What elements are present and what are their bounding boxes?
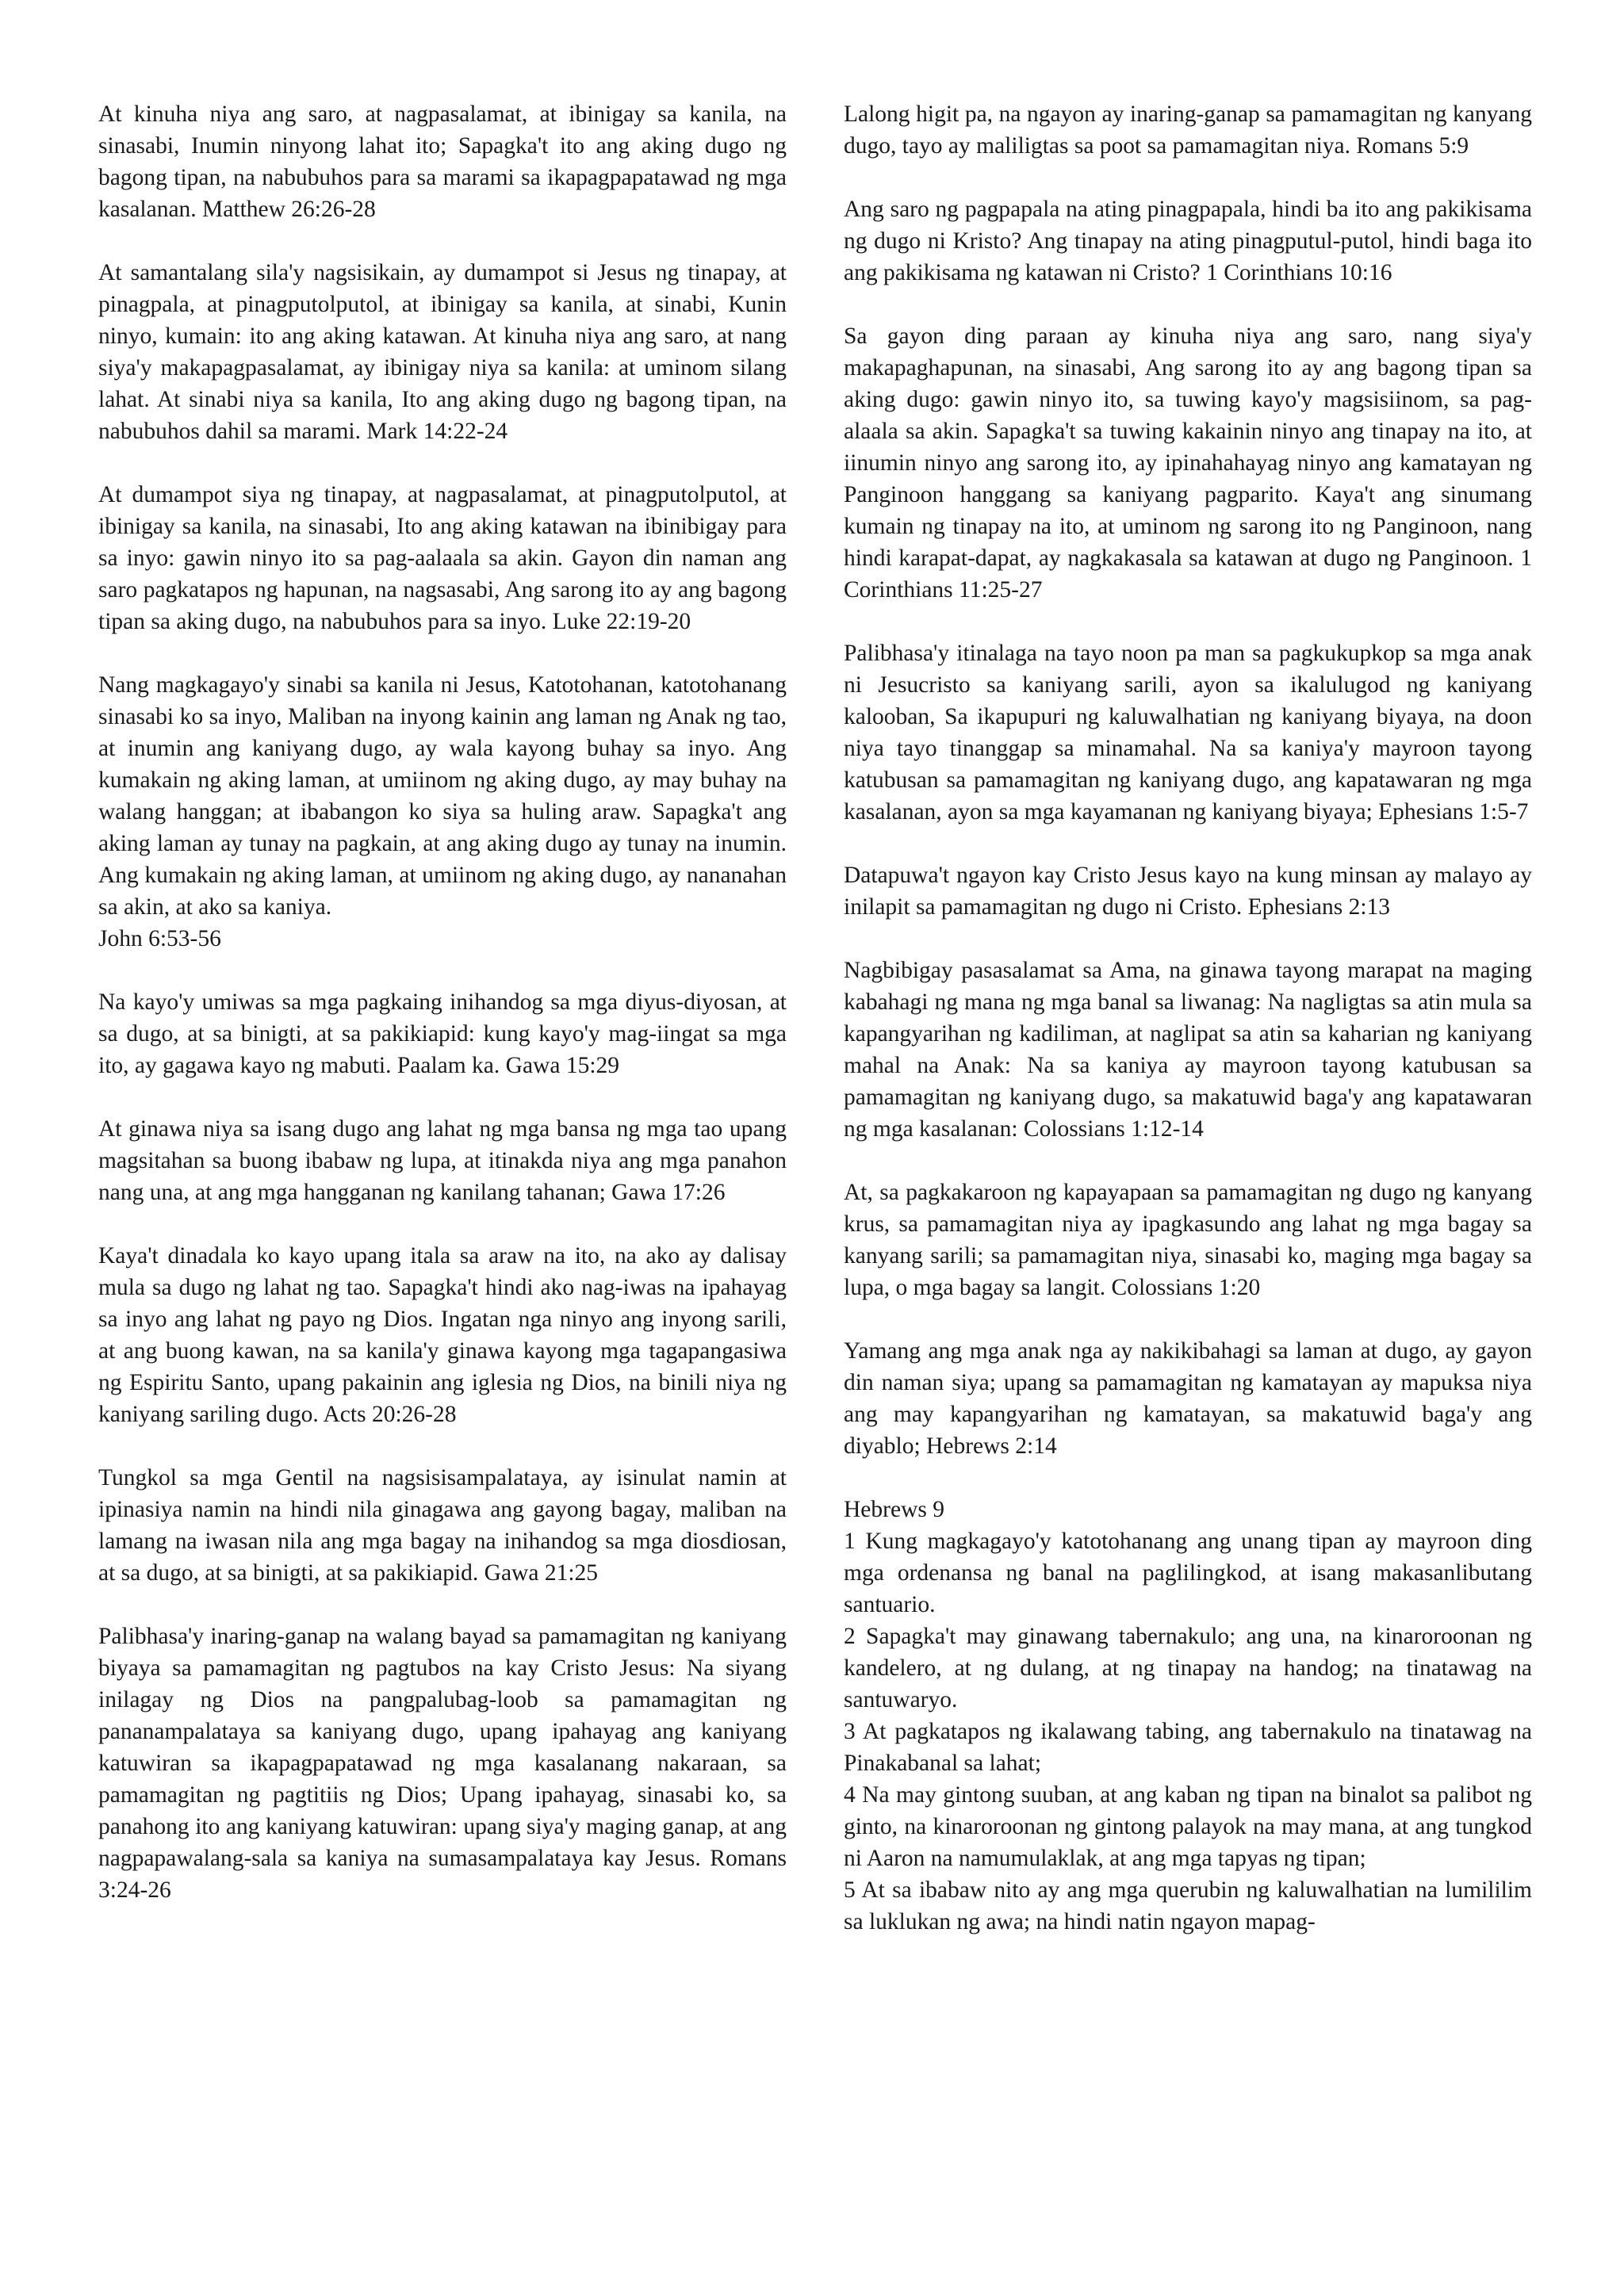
paragraph-romans-5: Lalong higit pa, na ngayon ay inaring-ganap sa pamamagitan ng kanyang dugo, tayo ay maliligtas sa poot sa pamamagitan niya. Romans 5:9 — [844, 101, 1532, 159]
paragraph-gawa-21: Tungkol sa mga Gentil na nagsisisampalataya, ay isinulat namin at ipinasiya namin na hindi nila ginagawa ang gayong bagay, maliban na lamang na iwasan nila ang mga bagay na inihandog sa mga diosdiosan, at sa dugo, at sa binigti, at sa pakikiapid. Gawa 21:25 — [98, 1465, 787, 1586]
john-6-text: Nang magkagayo'y sinabi sa kanila ni Jesus, Katotohanan, katotohanang sinasabi ko sa inyo, Maliban na inyong kainin ang laman ng Anak ng tao, at inumin ang kaniyang dugo, ay wala kayong buhay sa inyo. Ang kumakain ng aking laman, at umiinom ng aking dugo, ay may buhay na walang hanggan; at ibabangon ko siya sa huling araw. Sapagka't ang aking laman ay tunay na pagkain, at ang aking dugo ay tunay na inumin. Ang kumakain ng aking laman, at umiinom ng aking dugo, ay nananahan sa akin, at ako sa kaniya. — [98, 672, 787, 920]
paragraph-1-corinthians-11: Sa gayon ding paraan ay kinuha niya ang saro, nang siya'y makapaghapunan, na sinasabi, Ang sarong ito ay ang bagong tipan sa aking dugo: gawin ninyo ito, sa tuwing kayo'y magsisiinom, sa pag-alaala sa akin. Sapagka't sa tuwing kakainin ninyo ang tinapay na ito, at iinumin ninyo ang sarong ito, ay ipinahahayag ninyo ang kamatayan ng Panginoon hanggang sa kaniyang pagparito. Kaya't ang sinumang kumain ng tinapay na ito, at uminom ng sarong ito ng Panginoon, nang hindi karapat-dapat, ay nagkakasala sa katawan at dugo ng Panginoon. 1 Corinthians 11:25-27 — [844, 323, 1532, 603]
left-column — [98, 98, 787, 1906]
paragraph-ephesians-1: Palibhasa'y itinalaga na tayo noon pa man sa pagkukupkop sa mga anak ni Jesucristo sa kaniyang sarili, ayon sa ikalulugod ng kaniyang kalooban, Sa ikapupuri ng kaluwalhatian ng kaniyang biyaya, na doon niya tayo tinanggap sa minamahal. Na sa kaniya'y mayroon tayong katubusan sa pamamagitan ng kaniyang dugo, ang kapatawaran ng mga kasalanan, ayon sa mga kayamanan ng kaniyang biyaya; Ephesians 1:5-7 — [844, 641, 1532, 825]
hebrews-9-section — [844, 1494, 1532, 1938]
paragraph-gawa-17: At ginawa niya sa isang dugo ang lahat ng mga bansa ng mga tao upang magsitahan sa buong ibabaw ng lupa, at itinakda niya ang mga panahon nang una, at ang mga hangganan ng kanilang tahanan; Gawa 17:26 — [98, 1116, 787, 1205]
paragraph-luke-22: At dumampot siya ng tinapay, at nagpasalamat, at pinagputolputol, at ibinigay sa kanila, na sinasabi, Ito ang aking katawan na ibinibigay para sa inyo: gawin ninyo ito sa pag-aalaala sa akin. Gayon din naman ang saro pagkatapos ng hapunan, na nagsasabi, Ang sarong ito ay ang bagong tipan sa aking dugo, na nabubuhos para sa inyo. Luke 22:19-20 — [98, 482, 787, 634]
paragraph-1-corinthians-10: Ang saro ng pagpapala na ating pinagpapala, hindi ba ito ang pakikisama ng dugo ni Kristo? Ang tinapay na ating pinagputul-putol, hindi baga ito ang pakikisama ng katawan ni Cristo? 1 Corinthians 10:16 — [844, 197, 1532, 285]
hebrews-9-title: Hebrews 9 — [844, 1497, 944, 1522]
paragraph-matthew-26: At kinuha niya ang saro, at nagpasalamat, at ibinigay sa kanila, na sinasabi, Inumin ninyong lahat ito; Sapagka't ito ang aking dugo ng bagong tipan, na nabubuhos para sa marami sa ikapagpapatawad ng mga kasalanan. Matthew 26:26-28 — [98, 101, 787, 222]
paragraph-acts-20: Kaya't dinadala ko kayo upang itala sa araw na ito, na ako ay dalisay mula sa dugo ng lahat ng tao. Sapagka't hindi ako nag-iwas na ipahayag sa inyo ang lahat ng payo ng Dios. Ingatan nga ninyo ang inyong sarili, at ang buong kawan, na sa kanila'y ginawa kayong mga tagapangasiwa ng Espiritu Santo, upang pakainin ang iglesia ng Dios, na binili niya ng kaniyang sariling dugo. Acts 20:26-28 — [98, 1243, 787, 1427]
paragraph-colossians-1-12: Nagbibigay pasasalamat sa Ama, na ginawa tayong marapat na maging kabahagi ng mana ng mga banal sa liwanag: Na nagligtas sa atin mula sa kapangyarihan ng kadiliman, at naglipat sa atin sa kaharian ng kaniyang mahal na Anak: Na sa kaniya ay mayroon tayong katubusan sa pamamagitan ng kaniyang dugo, sa makatuwid baga'y ang kapatawaran ng mga kasalanan: Colossians 1:12-14 — [844, 958, 1532, 1142]
paragraph-john-6 — [98, 669, 787, 955]
hebrews-9-verse-1: 1 Kung magkagayo'y katotohanang ang unang tipan ay mayroon ding mga ordenansa ng banal na paglilingkod, at isang makasanlibutang santuario. — [844, 1529, 1532, 1617]
paragraph-mark-14: At samantalang sila'y nagsisikain, ay dumampot si Jesus ng tinapay, at pinagpala, at pinagputolputol, at ibinigay sa kanila, at sinabi, Kunin ninyo, kumain: ito ang aking katawan. At kinuha niya ang saro, at nang siya'y makapagpasalamat, ay ibinigay niya sa kanila: at uminom silang lahat. At sinabi niya sa kanila, Ito ang aking dugo ng bagong tipan, na nabubuhos dahil sa marami. Mark 14:22-24 — [98, 260, 787, 444]
john-6-reference: John 6:53-56 — [98, 926, 221, 951]
right-column — [844, 98, 1532, 1938]
paragraph-romans-3: Palibhasa'y inaring-ganap na walang bayad sa pamamagitan ng kaniyang biyaya sa pamamagitan ng pagtubos na kay Cristo Jesus: Na siyang inilagay ng Dios na pangpalubag-loob sa pamamagitan ng pananampalataya sa kaniyang dugo, upang ipahayag ang kaniyang katuwiran sa ikapagpapatawad ng mga kasalanang nakaraan, sa pamamagitan ng pagtitiis ng Dios; Upang ipahayag, sinasabi ko, sa panahong ito ang kaniyang katuwiran: upang siya'y maging ganap, at ang nagpapawalang-sala sa kaniya na sumasampalataya kay Jesus. Romans 3:24-26 — [98, 1624, 787, 1903]
paragraph-ephesians-2: Datapuwa't ngayon kay Cristo Jesus kayo na kung minsan ay malayo ay inilapit sa pamamagitan ng dugo ni Cristo. Ephesians 2:13 — [844, 863, 1532, 920]
paragraph-colossians-1-20: At, sa pagkakaroon ng kapayapaan sa pamamagitan ng dugo ng kanyang krus, sa pamamagitan niya ay ipagkasundo ang lahat ng mga bagay sa kanyang sarili; sa pamamagitan niya, sinasabi ko, maging mga bagay sa lupa, o mga bagay sa langit. Colossians 1:20 — [844, 1180, 1532, 1300]
paragraph-hebrews-2: Yamang ang mga anak nga ay nakikibahagi sa laman at dugo, ay gayon din naman siya; upang sa pamamagitan ng kamatayan ay mapuksa niya ang may kapangyarihan ng kamatayan, sa makatuwid baga'y ang diyablo; Hebrews 2:14 — [844, 1338, 1532, 1459]
hebrews-9-verse-5: 5 At sa ibabaw nito ay ang mga querubin ng kaluwalhatian na lumililim sa luklukan ng awa; na hindi natin ngayon mapag- — [844, 1877, 1532, 1934]
hebrews-9-verse-4: 4 Na may gintong suuban, at ang kaban ng tipan na binalot sa palibot ng ginto, na kinaroroonan ng gintong palayok na may mana, at ang tungkod ni Aaron na namumulaklak, at ang mga tapyas ng tipan; — [844, 1782, 1532, 1871]
paragraph-gawa-15: Na kayo'y umiwas sa mga pagkaing inihandog sa mga diyus-diyosan, at sa dugo, at sa binigti, at sa pakikiapid: kung kayo'y mag-iingat sa mga ito, ay gagawa kayo ng mabuti. Paalam ka. Gawa 15:29 — [98, 989, 787, 1078]
hebrews-9-verse-3: 3 At pagkatapos ng ikalawang tabing, ang tabernakulo na tinatawag na Pinakabanal sa lahat; — [844, 1719, 1532, 1776]
hebrews-9-verse-2: 2 Sapagka't may ginawang tabernakulo; ang una, na kinaroroonan ng kandelero, at ng dulang, at ng tinapay na handog; na tinatawag na santuwaryo. — [844, 1624, 1532, 1712]
